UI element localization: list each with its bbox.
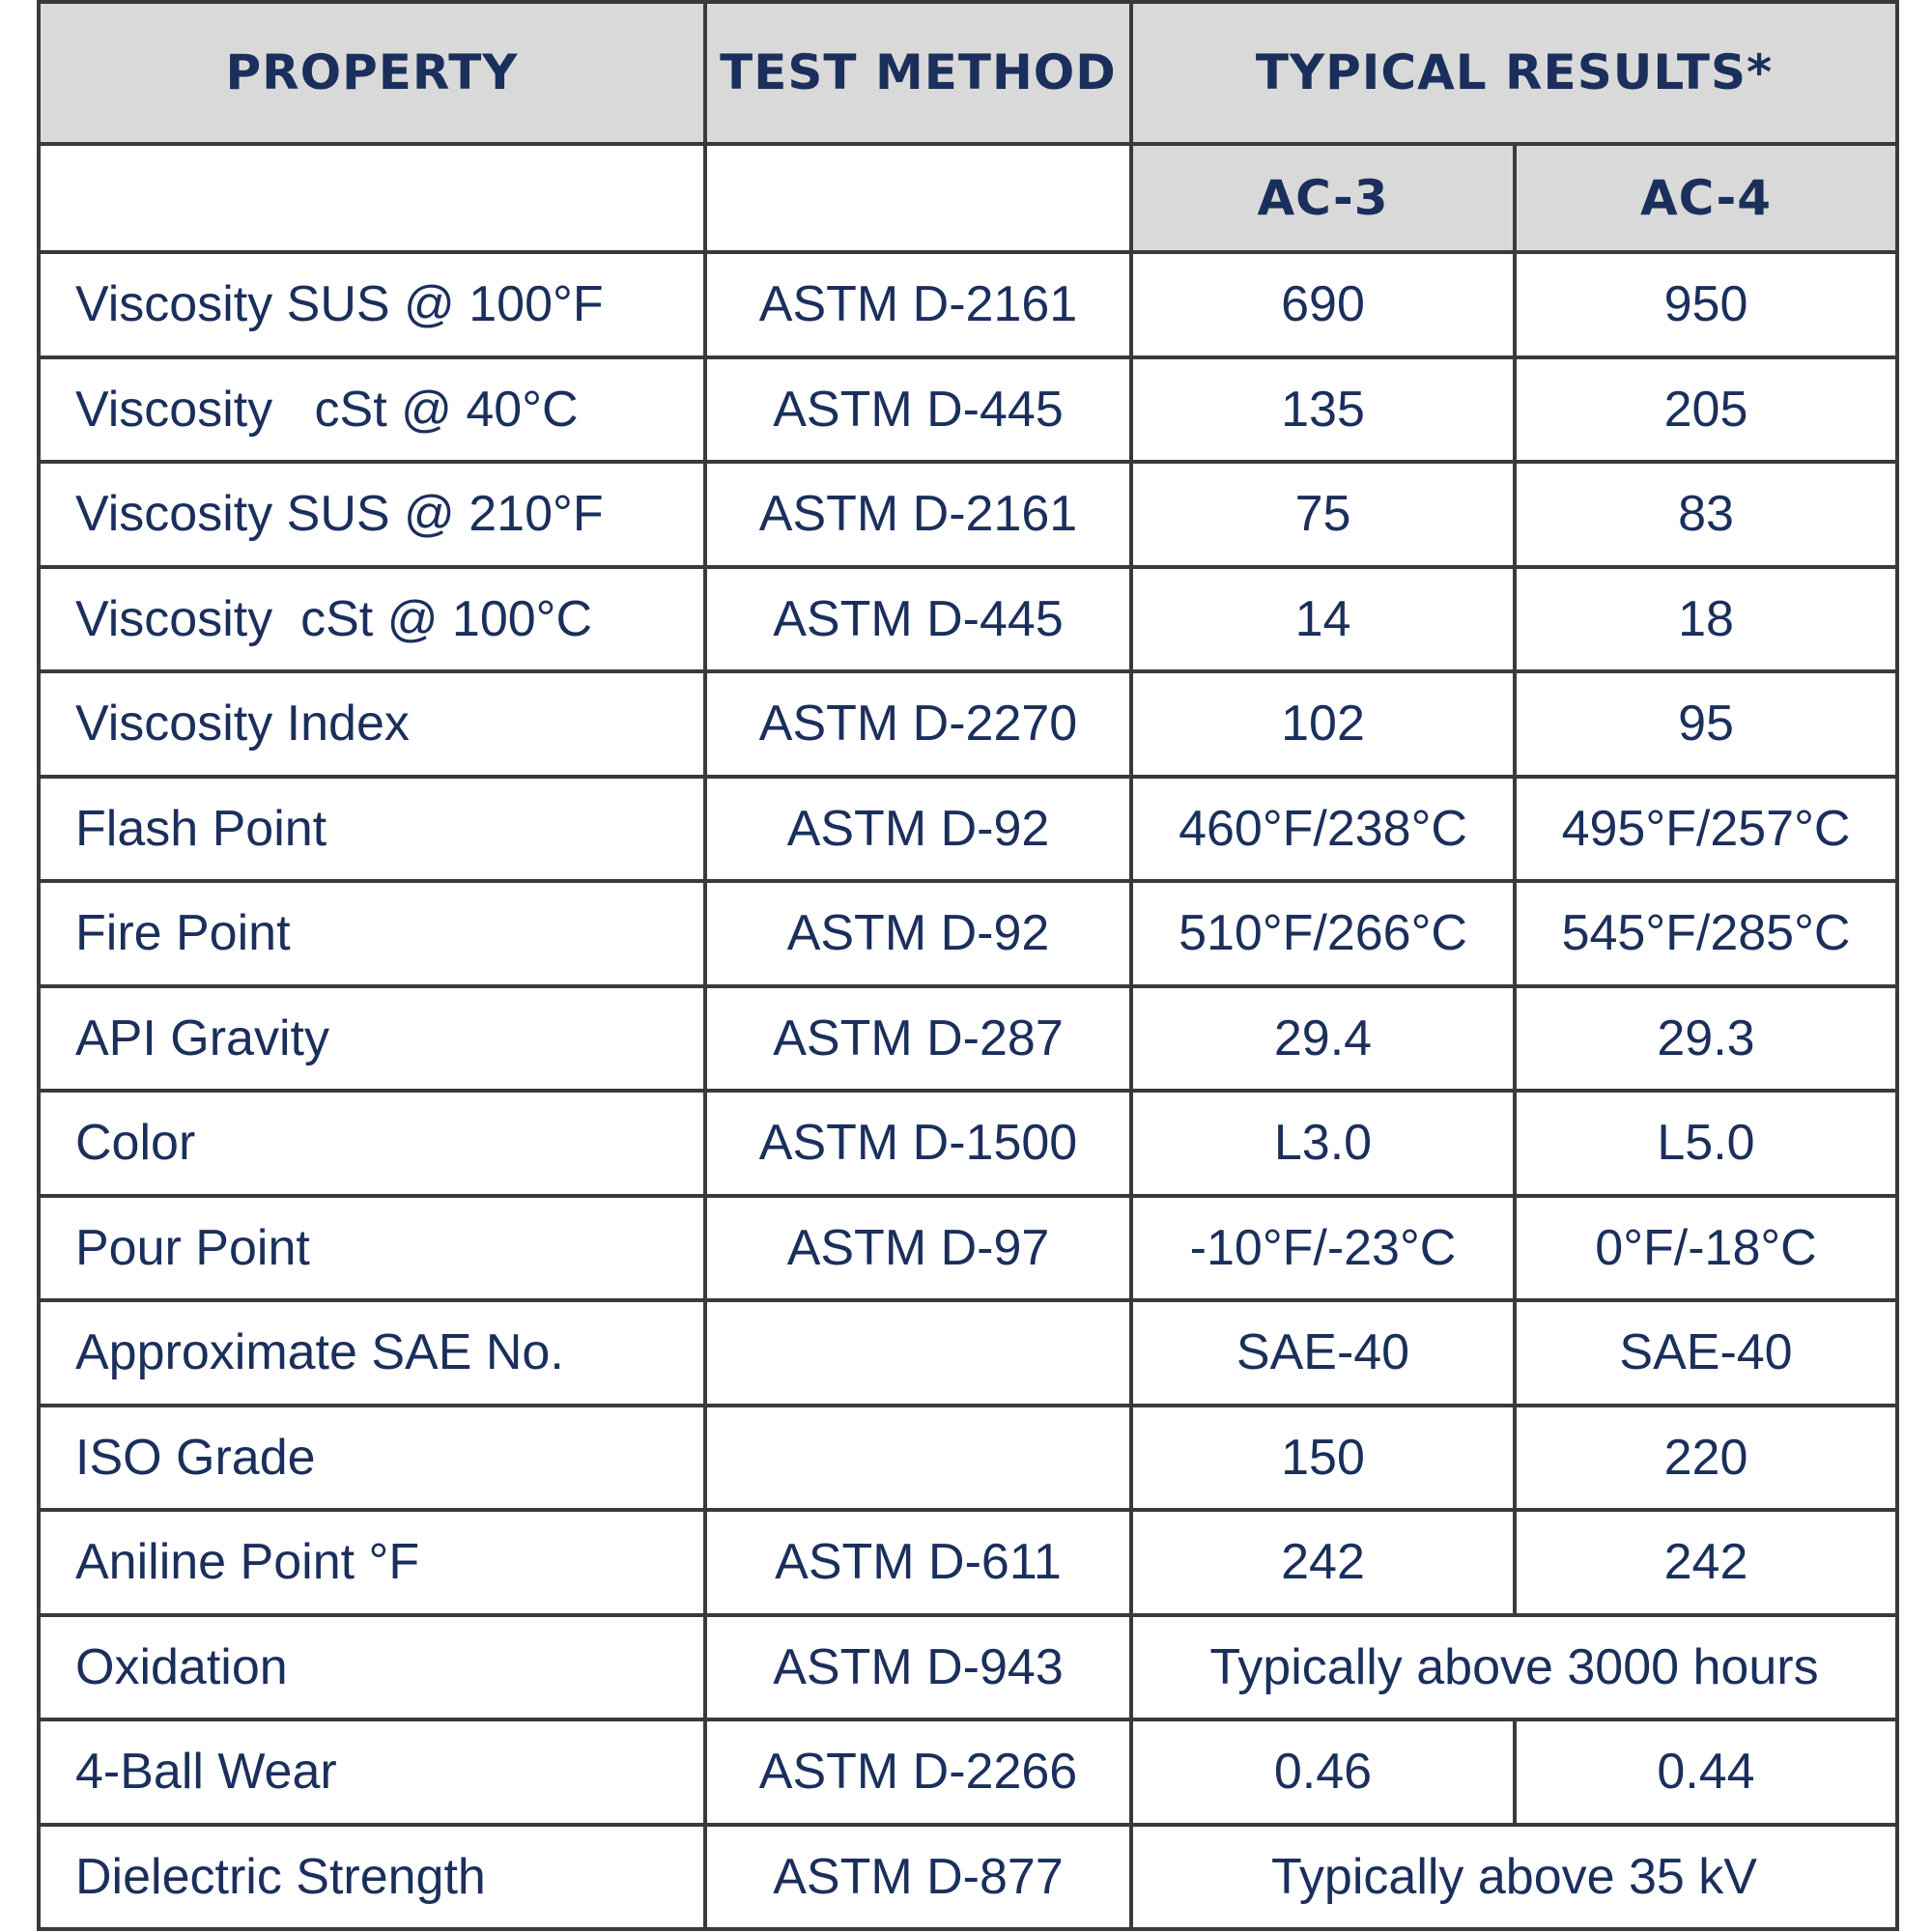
table-row	[39, 671, 1897, 777]
cell-property: Dielectric Strength	[39, 1825, 705, 1930]
cell-property: Viscosity cSt @ 40°C	[39, 357, 705, 463]
cell-property: Oxidation	[39, 1615, 705, 1720]
cell-ac4: 0°F/-18°C	[1515, 1196, 1897, 1301]
cell-test-method: ASTM D-611	[705, 1510, 1131, 1615]
cell-ac4: 95	[1515, 671, 1897, 777]
cell-test-method: ASTM D-2266	[705, 1719, 1131, 1825]
cell-ac4: 495°F/257°C	[1515, 777, 1897, 882]
header-test-method: TEST METHOD	[705, 2, 1131, 144]
cell-test-method: ASTM D-2161	[705, 462, 1131, 567]
cell-test-method: ASTM D-2270	[705, 671, 1131, 777]
cell-ac3: 690	[1131, 252, 1515, 357]
cell-ac3: 102	[1131, 671, 1515, 777]
cell-ac3: 29.4	[1131, 986, 1515, 1092]
cell-ac4: 0.44	[1515, 1719, 1897, 1825]
cell-ac3: 75	[1131, 462, 1515, 567]
cell-property: Fire Point	[39, 881, 705, 986]
table-row	[39, 1091, 1897, 1196]
table-row	[39, 1719, 1897, 1825]
table-row	[39, 1196, 1897, 1301]
cell-test-method	[705, 1300, 1131, 1406]
cell-test-method: ASTM D-445	[705, 567, 1131, 672]
cell-test-method: ASTM D-97	[705, 1196, 1131, 1301]
cell-ac3: 242	[1131, 1510, 1515, 1615]
cell-ac3: 150	[1131, 1406, 1515, 1511]
table-row	[39, 567, 1897, 672]
cell-ac3: L3.0	[1131, 1091, 1515, 1196]
header-row-sub	[39, 144, 1897, 252]
cell-test-method	[705, 1406, 1131, 1511]
header-property: PROPERTY	[39, 2, 705, 144]
cell-test-method: ASTM D-92	[705, 881, 1131, 986]
header-typical-results: TYPICAL RESULTS*	[1131, 2, 1897, 144]
cell-test-method: ASTM D-2161	[705, 252, 1131, 357]
cell-ac3: 14	[1131, 567, 1515, 672]
table-row	[39, 252, 1897, 357]
cell-ac3: SAE-40	[1131, 1300, 1515, 1406]
cell-ac4: 29.3	[1515, 986, 1897, 1092]
cell-result-combined: Typically above 35 kV	[1131, 1825, 1897, 1930]
cell-test-method: ASTM D-287	[705, 986, 1131, 1092]
header-ac4: AC-4	[1515, 144, 1897, 252]
table-row	[39, 462, 1897, 567]
cell-test-method: ASTM D-943	[705, 1615, 1131, 1720]
cell-ac4: L5.0	[1515, 1091, 1897, 1196]
cell-ac3: 135	[1131, 357, 1515, 463]
cell-result-combined: Typically above 3000 hours	[1131, 1615, 1897, 1720]
cell-ac3: 510°F/266°C	[1131, 881, 1515, 986]
table-row	[39, 1510, 1897, 1615]
cell-ac4: 242	[1515, 1510, 1897, 1615]
cell-ac3: 460°F/238°C	[1131, 777, 1515, 882]
cell-ac3: 0.46	[1131, 1719, 1515, 1825]
cell-property: ISO Grade	[39, 1406, 705, 1511]
table-row	[39, 1615, 1897, 1720]
typical-results-table	[37, 0, 1899, 1931]
cell-ac4: 83	[1515, 462, 1897, 567]
header-row-main	[39, 2, 1897, 144]
cell-test-method: ASTM D-1500	[705, 1091, 1131, 1196]
table-row	[39, 357, 1897, 463]
table-row	[39, 1825, 1897, 1930]
cell-property: Viscosity Index	[39, 671, 705, 777]
table-row	[39, 881, 1897, 986]
cell-ac4: 220	[1515, 1406, 1897, 1511]
header-blank-property	[39, 144, 705, 252]
cell-ac4: 545°F/285°C	[1515, 881, 1897, 986]
cell-ac4: 205	[1515, 357, 1897, 463]
header-blank-method	[705, 144, 1131, 252]
cell-property: Flash Point	[39, 777, 705, 882]
cell-property: Pour Point	[39, 1196, 705, 1301]
cell-test-method: ASTM D-877	[705, 1825, 1131, 1930]
cell-test-method: ASTM D-445	[705, 357, 1131, 463]
cell-property: Viscosity cSt @ 100°C	[39, 567, 705, 672]
table-row	[39, 1300, 1897, 1406]
cell-ac4: SAE-40	[1515, 1300, 1897, 1406]
cell-property: Viscosity SUS @ 210°F	[39, 462, 705, 567]
cell-property: Approximate SAE No.	[39, 1300, 705, 1406]
table-row	[39, 777, 1897, 882]
table-row	[39, 1406, 1897, 1511]
table-row	[39, 986, 1897, 1092]
table-body	[39, 2, 1897, 1929]
cell-ac4: 18	[1515, 567, 1897, 672]
cell-property: Viscosity SUS @ 100°F	[39, 252, 705, 357]
cell-property: Color	[39, 1091, 705, 1196]
cell-property: API Gravity	[39, 986, 705, 1092]
cell-ac3: -10°F/-23°C	[1131, 1196, 1515, 1301]
cell-property: 4-Ball Wear	[39, 1719, 705, 1825]
cell-test-method: ASTM D-92	[705, 777, 1131, 882]
cell-property: Aniline Point °F	[39, 1510, 705, 1615]
cell-ac4: 950	[1515, 252, 1897, 357]
header-ac3: AC-3	[1131, 144, 1515, 252]
